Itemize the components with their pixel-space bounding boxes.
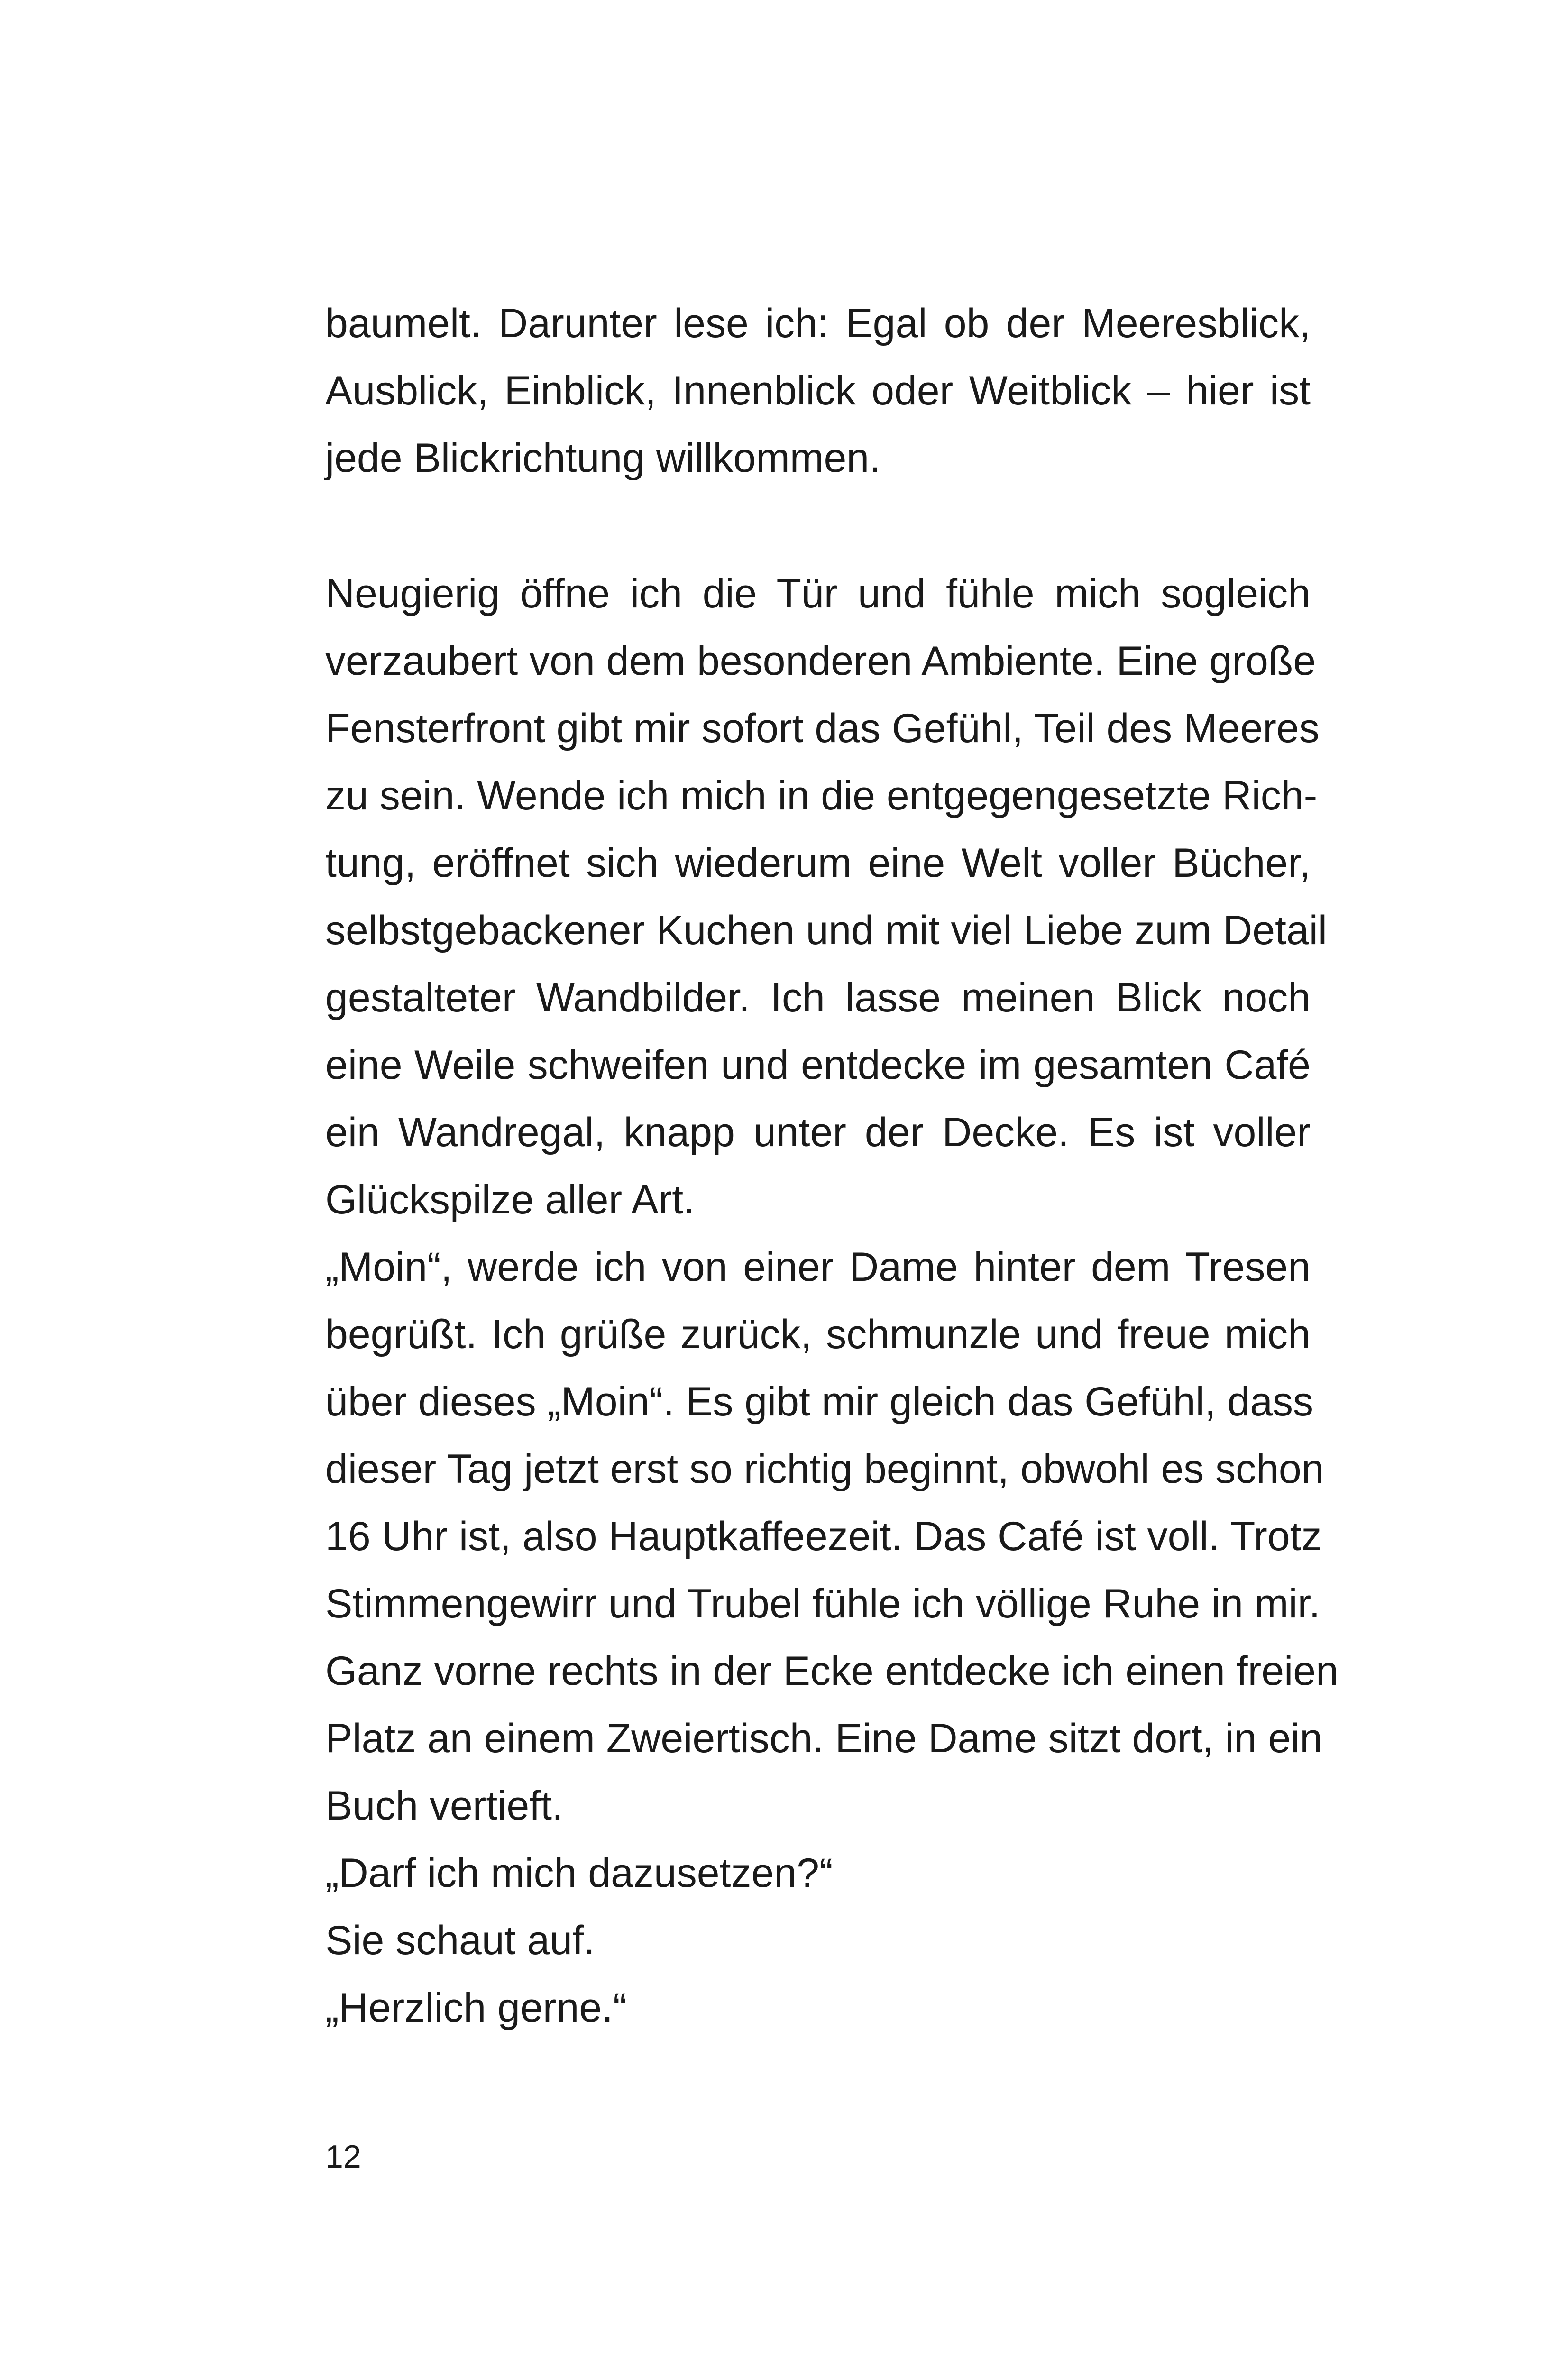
text-line: „Moin“, werde ich von einer Dame hinter dem Tresen <box>325 1244 1311 1290</box>
text-line: Sie schaut auf. <box>325 1918 595 1963</box>
text-line: selbstgebackener Kuchen und mit viel Liebe zum Detail <box>325 908 1327 953</box>
text-line: Fensterfront gibt mir sofort das Gefühl, Teil des Meeres <box>325 706 1320 751</box>
text-line: Ausblick, Einblick, Innenblick oder Weitblick – hier ist <box>325 368 1311 414</box>
text-line: über dieses „Moin“. Es gibt mir gleich das Gefühl, dass <box>325 1379 1314 1424</box>
text-line: Ganz vorne rechts in der Ecke entdecke ich einen freien <box>325 1648 1339 1694</box>
text-line: eine Weile schweifen und entdecke im gesamten Café <box>325 1042 1311 1088</box>
text-line: Platz an einem Zweiertisch. Eine Dame sitzt dort, in ein <box>325 1716 1323 1761</box>
text-line: Glückspilze aller Art. <box>325 1177 695 1222</box>
page-number: 12 <box>325 2139 361 2175</box>
text-line: Neugierig öffne ich die Tür und fühle mich sogleich <box>325 571 1311 616</box>
text-line: zu sein. Wende ich mich in die entgegengesetzte Rich- <box>325 773 1318 818</box>
text-line: dieser Tag jetzt erst so richtig beginnt, obwohl es schon <box>325 1446 1324 1492</box>
text-line: verzaubert von dem besonderen Ambiente. Eine große <box>325 638 1316 684</box>
text-line: „Herzlich gerne.“ <box>325 1985 627 2031</box>
text-line: gestalteter Wandbilder. Ich lasse meinen Blick noch <box>325 975 1311 1020</box>
text-line: „Darf ich mich dazusetzen?“ <box>325 1850 833 1896</box>
paragraph-2 <box>325 560 1339 2041</box>
text-line: jede Blickrichtung willkommen. <box>325 435 880 481</box>
text-line: 16 Uhr ist, also Hauptkaffeezeit. Das Café ist voll. Trotz <box>325 1514 1322 1559</box>
text-line: tung, eröffnet sich wiederum eine Welt voller Bücher, <box>325 840 1311 886</box>
paragraph-1 <box>325 290 1311 492</box>
text-line: ein Wandregal, knapp unter der Decke. Es ist voller <box>325 1110 1311 1155</box>
text-line: baumelt. Darunter lese ich: Egal ob der Meeresblick, <box>325 301 1311 346</box>
text-line: Buch vertieft. <box>325 1783 563 1829</box>
text-line: Stimmengewirr und Trubel fühle ich völlige Ruhe in mir. <box>325 1581 1320 1627</box>
text-line: begrüßt. Ich grüße zurück, schmunzle und freue mich <box>325 1312 1311 1357</box>
